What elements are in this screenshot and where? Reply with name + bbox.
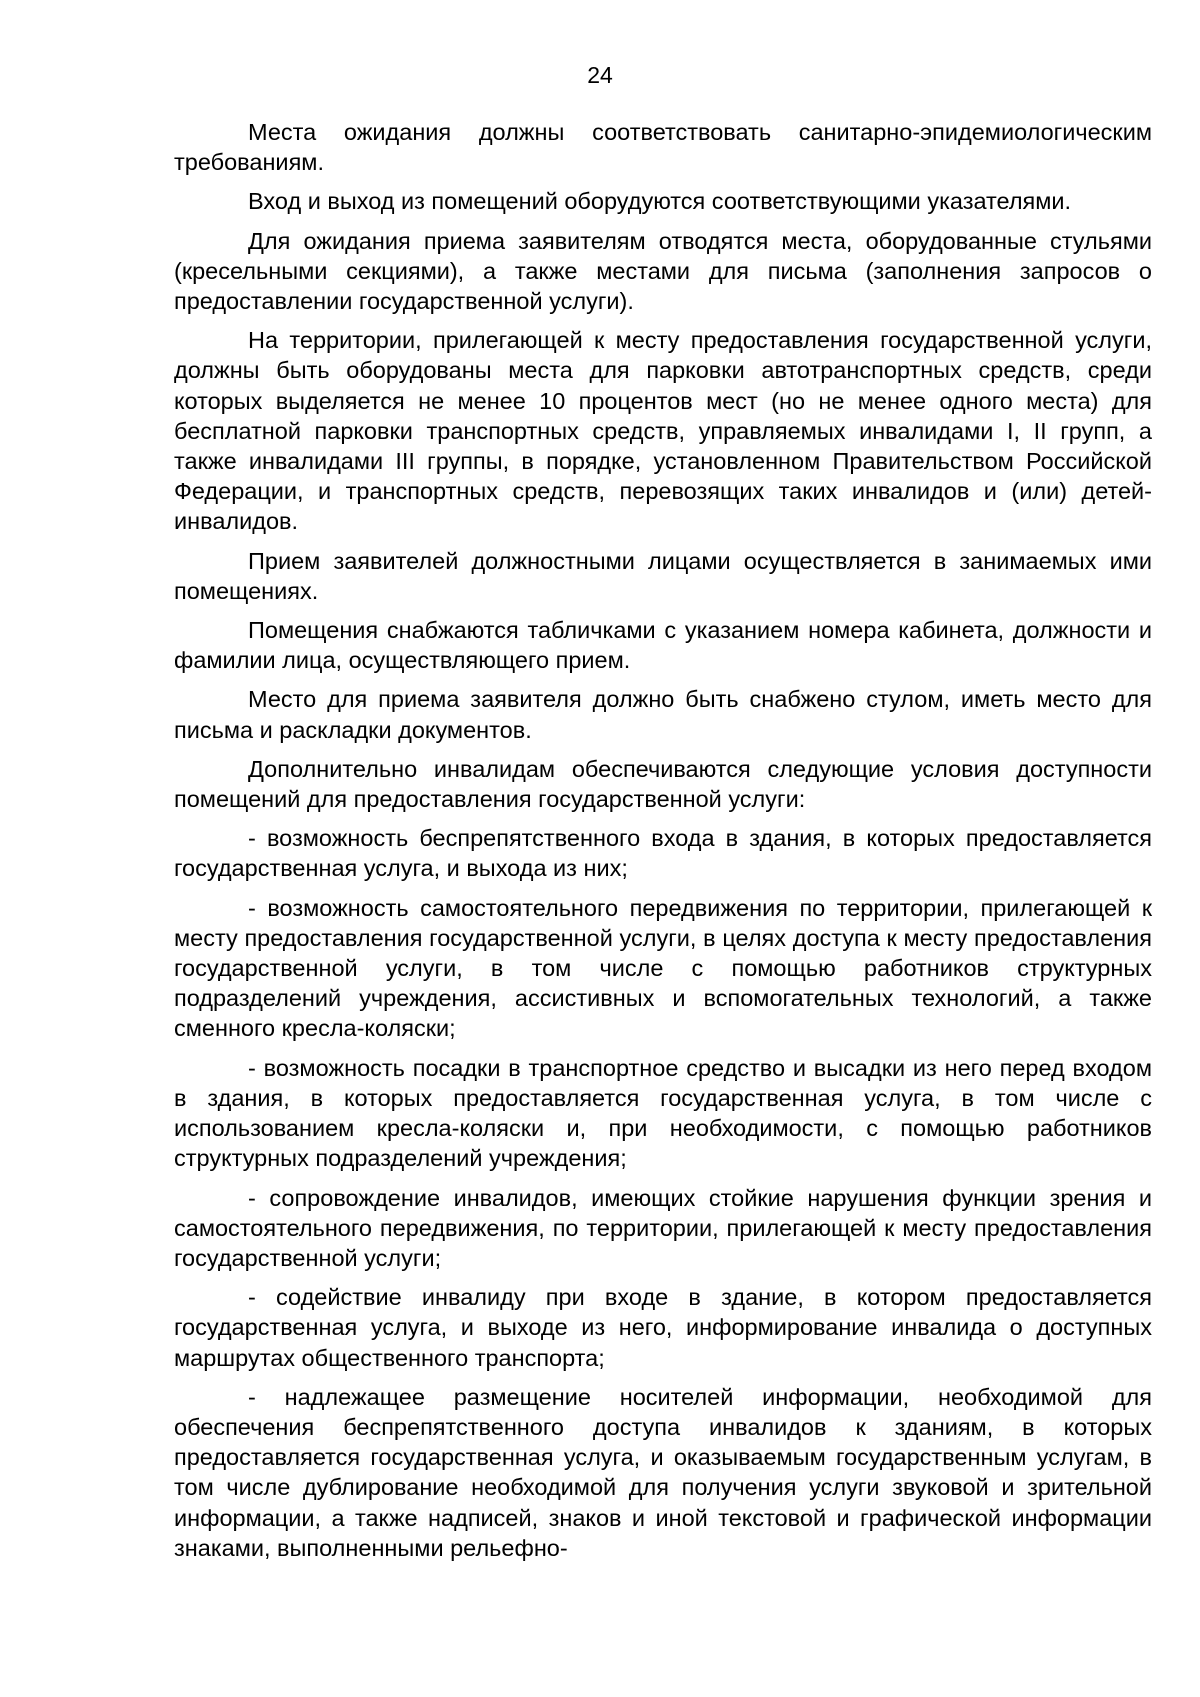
paragraph-parking: На территории, прилегающей к месту предоставления государственной услуги, должны быть оборудованы места для парковки автотранспортных средств, среди которых выделяется не менее 10 процентов мест (но не менее одного места) для бесплатной парковки транспортных средств, управляемых инвалидами I, II групп, а также инвалидами III группы, в порядке, установленном Правительством Российской Федерации, и транспортных средств, перевозящих таких инвалидов и (или) детей-инвалидов. — [174, 327, 1152, 535]
paragraph-reception: Прием заявителей должностными лицами осуществляется в занимаемых ими помещениях. — [174, 547, 1152, 604]
list-item-assistance: - содействие инвалиду при входе в здание, в котором предоставляется государственная услуга, и выходе из него, информирование инвалида о доступных маршрутах общественного транспорта; — [174, 1284, 1152, 1371]
list-item-boarding: - возможность посадки в транспортное средство и высадки из него перед входом в здания, в которых предоставляется государственная услуга, в том числе с использованием кресла-коляски и, при необходимости, с помощью работников структурных подразделений учреждения; — [174, 1054, 1152, 1172]
paragraph-waiting-areas: Места ожидания должны соответствовать санитарно-эпидемиологическим требованиям. — [174, 119, 1152, 176]
list-item-entry-exit: - возможность беспрепятственного входа в здания, в которых предоставляется государственная услуга, и выхода из них; — [174, 825, 1152, 882]
paragraph-waiting-seating: Для ожидания приема заявителям отводятся места, оборудованные стульями (кресельными секциями), а также местами для письма (заполнения запросов о предоставлении государственной услуги). — [174, 227, 1152, 315]
paragraph-reception-desk: Место для приема заявителя должно быть снабжено стулом, иметь место для письма и раскладки документов. — [174, 686, 1152, 743]
paragraph-accessibility-intro: Дополнительно инвалидам обеспечиваются следующие условия доступности помещений для предоставления государственной услуги: — [174, 755, 1152, 813]
document-body — [174, 117, 1152, 1572]
list-item-escort: - сопровождение инвалидов, имеющих стойкие нарушения функции зрения и самостоятельного передвижения, по территории, прилегающей к месту предоставления государственной услуги; — [174, 1184, 1152, 1271]
page-number: 24 — [587, 62, 613, 88]
list-item-information-placement: - надлежащее размещение носителей информации, необходимой для обеспечения беспрепятственного доступа инвалидов к зданиям, в которых предоставляется государственная услуга, и оказываемым государственным услугам, в том числе дублирование необходимой для получения услуги звуковой и зрительной информации, а также надписей, знаков и иной текстовой и графической информации знаками, выполненными рельефно- — [174, 1383, 1152, 1561]
paragraph-entrance-exit: Вход и выход из помещений оборудуются соответствующими указателями. — [248, 188, 1072, 215]
paragraph-signage: Помещения снабжаются табличками с указанием номера кабинета, должности и фамилии лица, осуществляющего прием. — [174, 617, 1152, 674]
list-item-movement: - возможность самостоятельного передвижения по территории, прилегающей к месту предоставления государственной услуги, в целях доступа к месту предоставления государственной услуги, в том числе с помощью работников структурных подразделений учреждения, ассистивных и вспомогательных технологий, а также сменного кресла-коляски; — [174, 894, 1152, 1042]
